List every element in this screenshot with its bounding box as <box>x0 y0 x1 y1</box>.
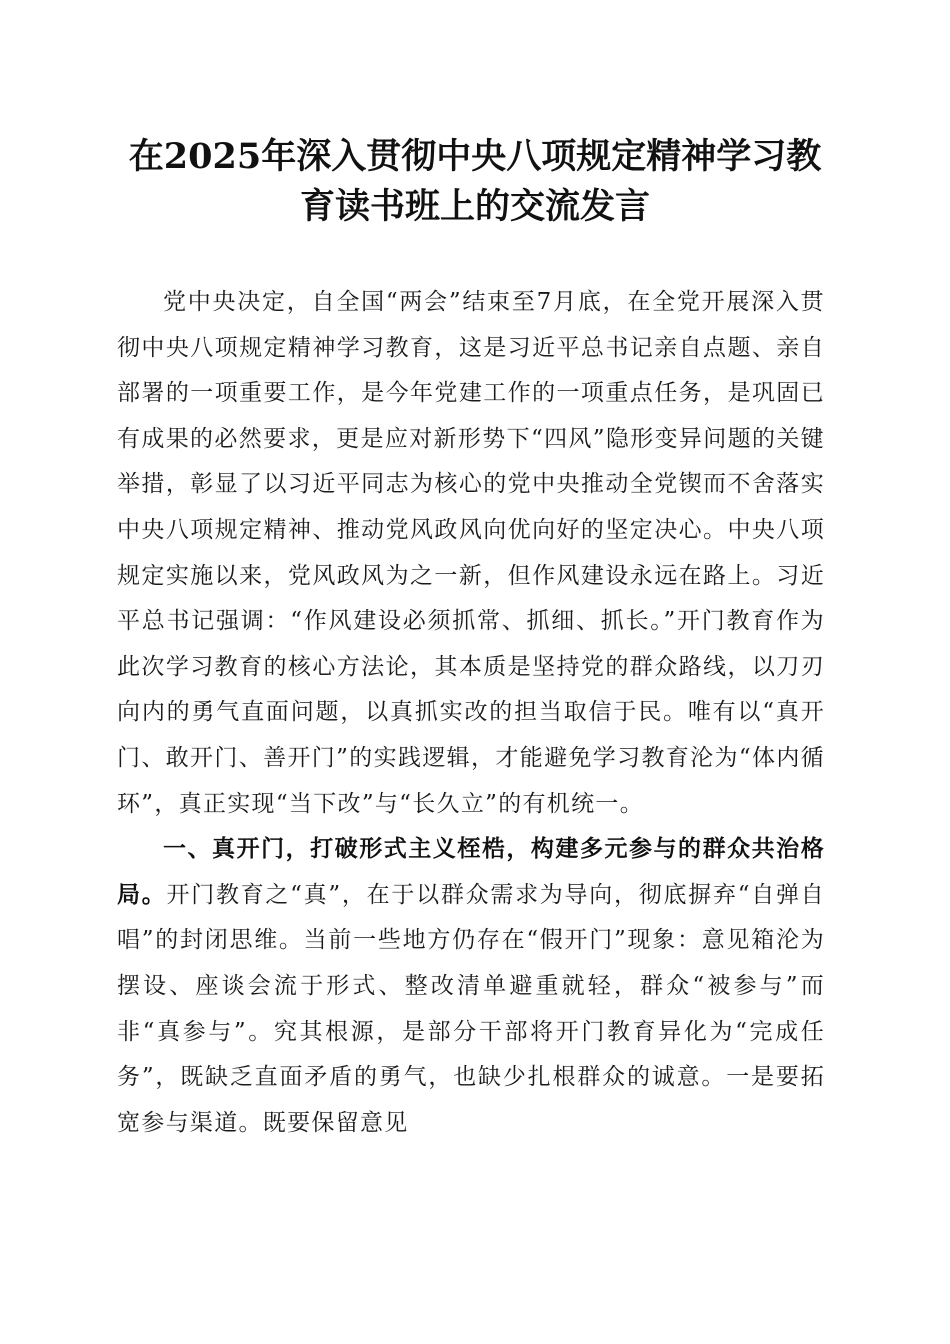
paragraph-intro-text: 党中央决定，自全国“两会”结束至7月底，在全党开展深入贯彻中央八项规定精神学习教育，这是习近平总书记亲自点题、亲自部署的一项重要工作，是今年党建工作的一项重点任务，是巩固已有成果的必然要求，更是应对新形势下“四风”隐形变异问题的关键举措，彰显了以习近平同志为核心的党中央推动全党锲而不舍落实中央八项规定精神、推动党风政风向优向好的坚定决心。中央八项规定实施以来，党风政风为之一新，但作风建设永远在路上。习近平总书记强调：“作风建设必须抓常、抓细、抓长。”开门教育作为此次学习教育的核心方法论，其本质是坚持党的群众路线，以刀刃向内的勇气直面问题，以真抓实改的担当取信于民。唯有以“真开门、敢开门、善开门”的实践逻辑，才能避免学习教育沦为“体内循环”，真正实现“当下改”与“长久立”的有机统一。 <box>117 289 825 817</box>
paragraph-section-one <box>117 827 825 1146</box>
document-title: 在2025年深入贯彻中央八项规定精神学习教育读书班上的交流发言 <box>128 136 822 227</box>
section-one-text: 开门教育之“真”，在于以群众需求为导向，彻底摒弃“自弹自唱”的封闭思维。当前一些地方仍存在“假开门”现象：意见箱沦为摆设、座谈会流于形式、整改清单避重就轻，群众“被参与”而非“真参与”。究其根源，是部分干部将开门教育异化为“完成任务”，既缺乏直面矛盾的勇气，也缺少扎根群众的诚意。一是要拓宽参与渠道。既要保留意见 <box>117 881 825 1136</box>
document-body <box>117 280 825 1146</box>
paragraph-intro <box>117 280 825 827</box>
section-one-heading: 一、真开门，打破形式主义桎梏，构建多元参与的群众共治格局。 <box>117 836 825 908</box>
